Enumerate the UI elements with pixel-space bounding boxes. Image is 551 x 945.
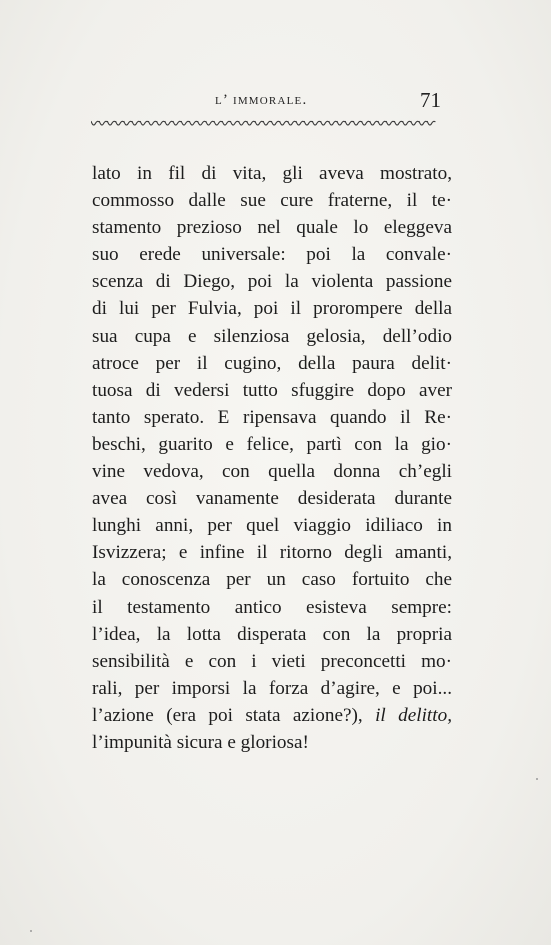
paper-speck <box>536 778 538 780</box>
italic-phrase: il delitto, <box>375 704 452 726</box>
text-line: beschi, guarito e felice, partì con la gio· <box>92 433 452 455</box>
text-line: di lui per Fulvia, poi il prorompere della <box>92 298 452 320</box>
text-line: Isvizzera; e infine il ritorno degli amanti, <box>92 542 452 564</box>
text-line: avea così vanamente desiderata durante <box>92 488 452 510</box>
running-title: l’ immorale. <box>215 92 308 108</box>
text-line: commosso dalle sue cure fraterne, il te· <box>92 190 452 212</box>
text-line-final: l’impunità sicura e gloriosa! <box>92 731 309 753</box>
text-line: atroce per il cugino, della paura delit· <box>92 352 452 374</box>
text-line: tanto sperato. E ripensava quando il Re· <box>92 406 452 428</box>
text-line: lunghi anni, per quel viaggio idiliaco in <box>92 515 452 537</box>
text-line: sensibilità e con i vieti preconcetti mo· <box>92 650 452 672</box>
body-text <box>92 160 452 756</box>
text-line <box>92 702 452 729</box>
text-line: la conoscenza per un caso fortuito che <box>92 569 452 591</box>
text-line: l’idea, la lotta disperata con la propria <box>92 623 452 645</box>
paper-speck <box>30 930 32 932</box>
text-line: stamento prezioso nel quale lo eleggeva <box>92 217 452 239</box>
page-number: 71 <box>420 88 441 112</box>
text-line: sua cupa e silenziosa gelosia, dell’odio <box>92 325 452 347</box>
text-line: tuosa di vedersi tutto sfuggire dopo aver <box>92 379 452 401</box>
text-line: suo erede universale: poi la convale· <box>92 244 452 266</box>
text-line: vine vedova, con quella donna ch’egli <box>92 461 452 483</box>
decorative-rule-icon <box>91 118 443 130</box>
text-line: scenza di Diego, poi la violenta passione <box>92 271 452 293</box>
text-line: il testamento antico esisteva sempre: <box>92 596 452 618</box>
text-line: rali, per imporsi la forza d’agire, e poi... <box>92 677 452 699</box>
text-segment: l’azione (era poi stata azione?), <box>92 704 363 726</box>
text-line: lato in fil di vita, gli aveva mostrato, <box>92 163 452 184</box>
page-header <box>0 86 551 116</box>
